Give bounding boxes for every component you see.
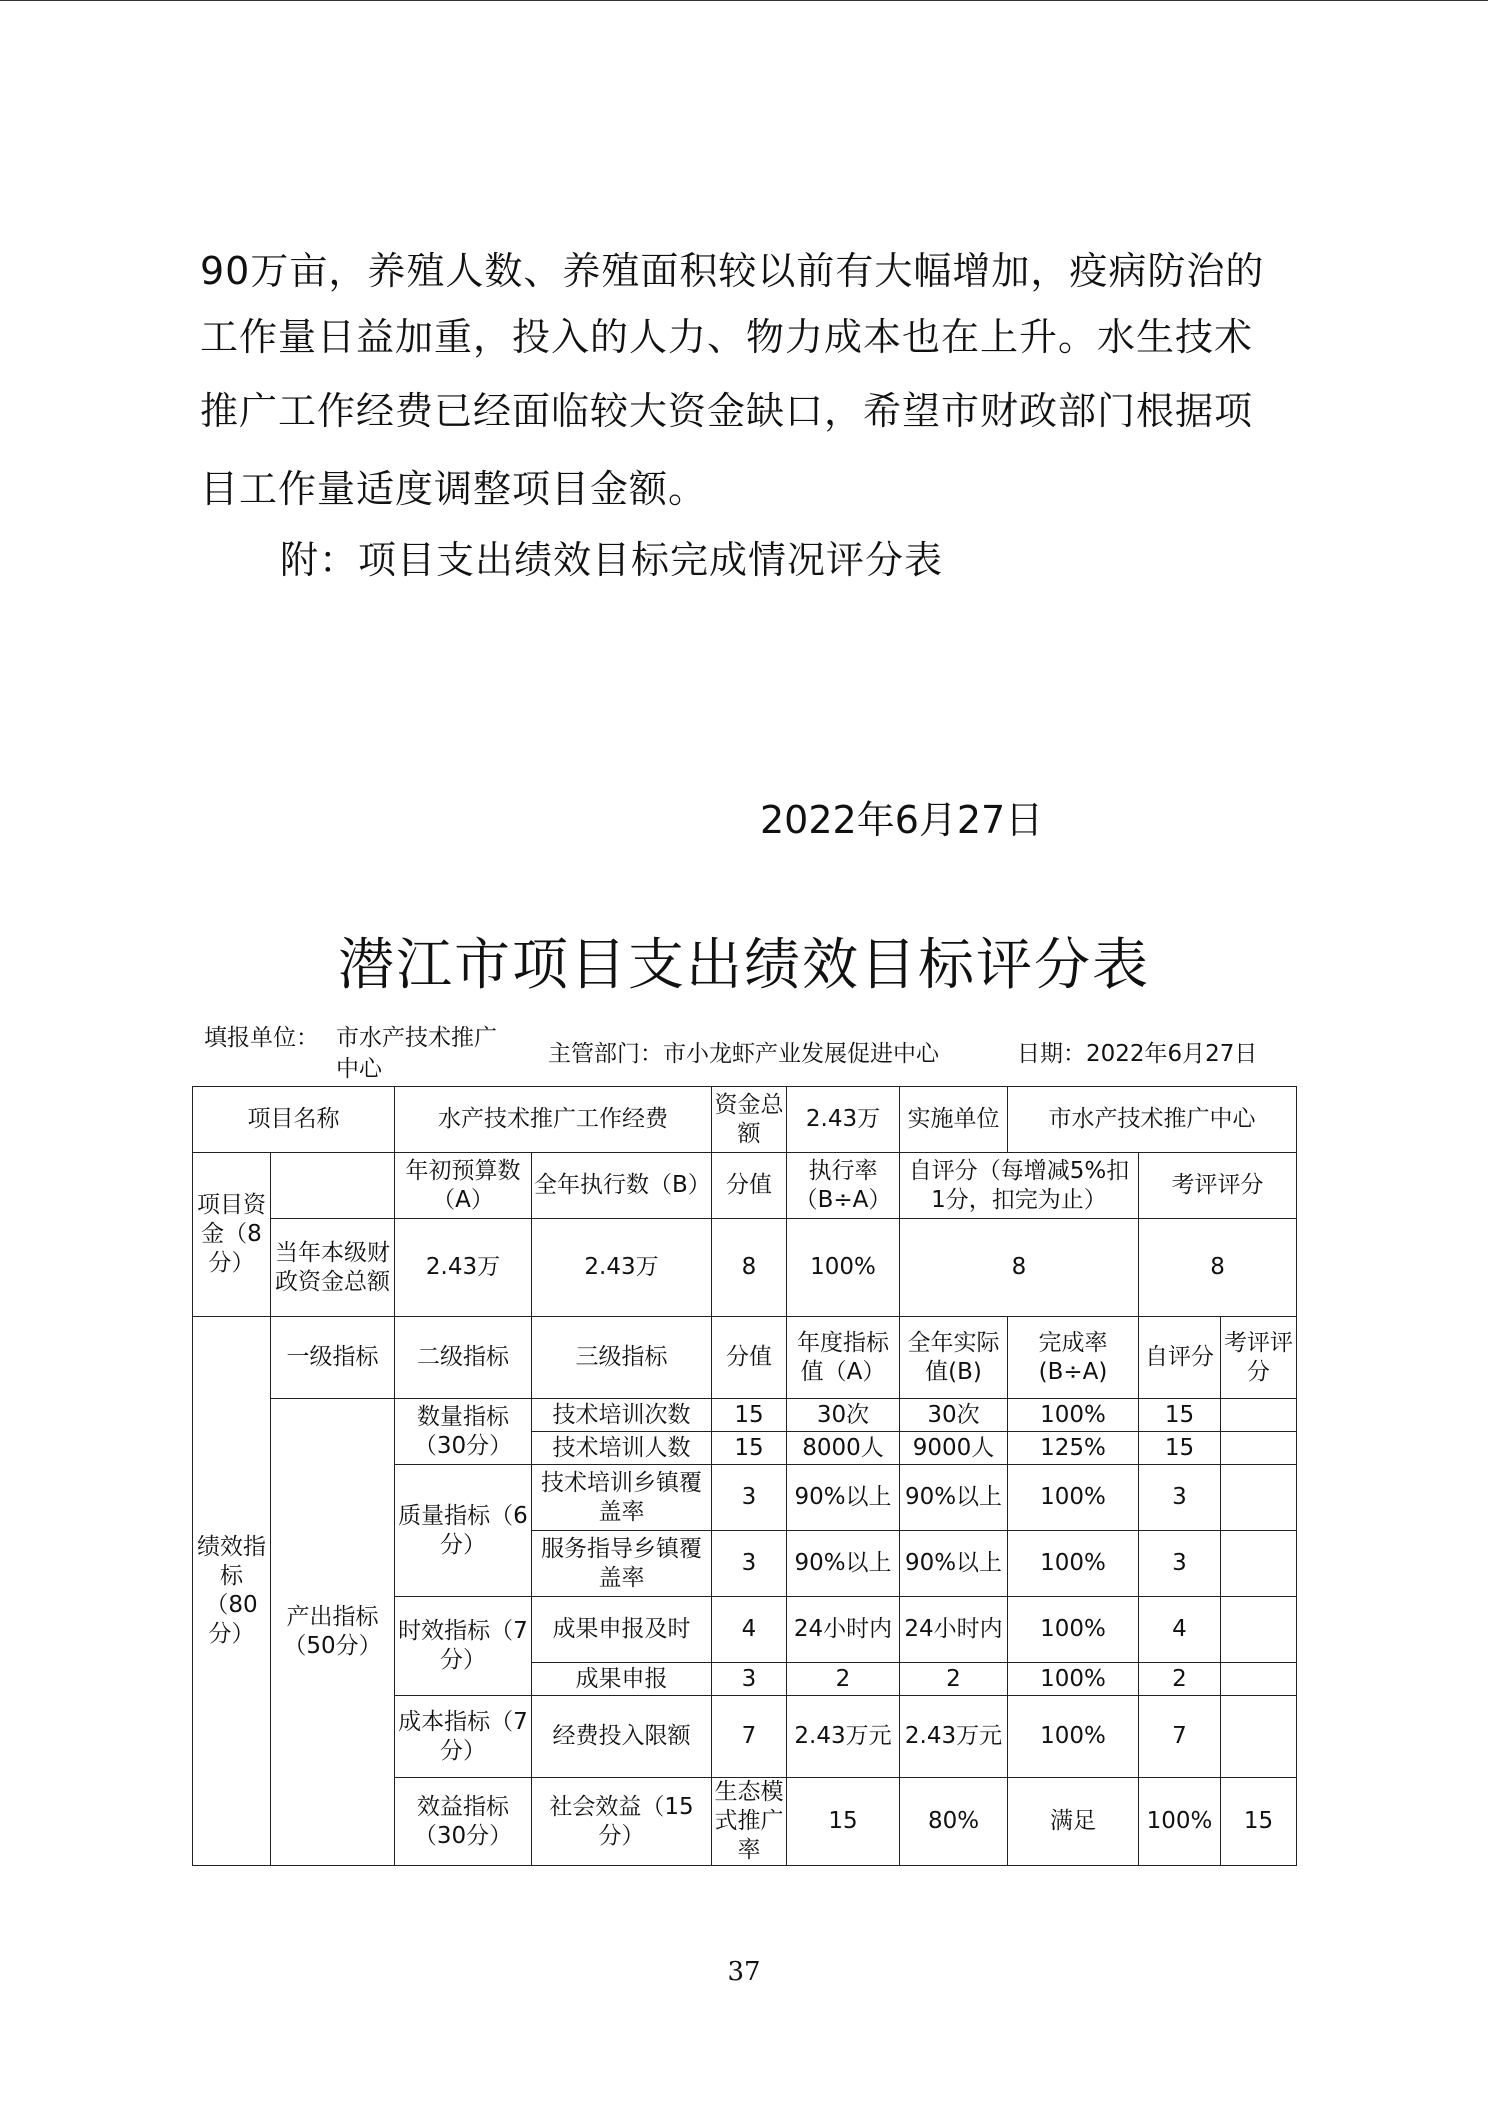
table-title: 潜江市项目支出绩效目标评分表 xyxy=(338,933,1150,998)
body-paragraph-line-4: 目工作量适度调整项目金额。 xyxy=(200,467,708,511)
annual-execution-header: 全年执行数（B） xyxy=(532,1153,712,1219)
review-score-header: 考评评分 xyxy=(1139,1153,1297,1219)
execution-rate-value: 100% xyxy=(787,1219,900,1317)
actual-value: 满足 xyxy=(1008,1778,1139,1866)
annual-target: 30次 xyxy=(787,1399,900,1432)
performance-indicators-label: 绩效指标（80分） xyxy=(193,1317,271,1866)
implementing-unit: 市水产技术推广中心 xyxy=(1008,1087,1297,1153)
score-value: 8 xyxy=(712,1219,787,1317)
review-score xyxy=(1221,1399,1297,1432)
self-score: 15 xyxy=(1221,1778,1297,1866)
benefit-indicators-label: 效益指标（30分） xyxy=(395,1778,532,1866)
indicator-score: 15 xyxy=(787,1778,900,1866)
cost-indicators-label: 成本指标（7分） xyxy=(395,1696,532,1778)
annual-target-header: 年度指标值（A） xyxy=(787,1317,900,1399)
completion-rate: 125% xyxy=(1008,1432,1139,1465)
actual-value: 90%以上 xyxy=(900,1531,1008,1597)
level3-indicator: 经费投入限额 xyxy=(532,1696,712,1778)
output-indicators-label: 产出指标（50分） xyxy=(271,1399,395,1866)
self-score: 4 xyxy=(1139,1597,1221,1663)
actual-value: 30次 xyxy=(900,1399,1008,1432)
fill-unit-line1: 市水产技术推广 xyxy=(336,1025,497,1051)
indicator-score: 3 xyxy=(712,1663,787,1696)
actual-value-header: 全年实际值(B) xyxy=(900,1317,1008,1399)
body-paragraph-line-3: 推广工作经费已经面临较大资金缺口，希望市财政部门根据项 xyxy=(200,389,1254,433)
level3-indicator: 技术培训乡镇覆盖率 xyxy=(532,1465,712,1531)
level3-indicator: 技术培训人数 xyxy=(532,1432,712,1465)
funds-header-row xyxy=(193,1153,1297,1219)
funds-value-row xyxy=(193,1219,1297,1317)
actual-value: 9000人 xyxy=(900,1432,1008,1465)
level3-indicator: 生态模式推广率 xyxy=(712,1778,787,1866)
execution-rate-header: 执行率（B÷A） xyxy=(787,1153,900,1219)
timeliness-indicators-label: 时效指标（7分） xyxy=(395,1597,532,1696)
fill-unit-line2: 中心 xyxy=(336,1056,382,1082)
self-score: 15 xyxy=(1139,1432,1221,1465)
social-benefit-label: 社会效益（15分） xyxy=(532,1778,712,1866)
self-score: 7 xyxy=(1139,1696,1221,1778)
self-score: 2 xyxy=(1139,1663,1221,1696)
self-score: 3 xyxy=(1139,1465,1221,1531)
actual-value: 2.43万元 xyxy=(900,1696,1008,1778)
annual-target: 24小时内 xyxy=(787,1597,900,1663)
quality-indicators-label: 质量指标（6分） xyxy=(395,1465,532,1597)
level3-indicator: 成果申报 xyxy=(532,1663,712,1696)
indicator-score: 3 xyxy=(712,1531,787,1597)
self-score: 3 xyxy=(1139,1531,1221,1597)
empty-cell xyxy=(271,1153,395,1219)
review-score xyxy=(1221,1465,1297,1531)
self-score: 15 xyxy=(1139,1399,1221,1432)
review-score xyxy=(1221,1597,1297,1663)
score-header: 分值 xyxy=(712,1153,787,1219)
review-score xyxy=(1221,1531,1297,1597)
fiscal-funds-label: 当年本级财政资金总额 xyxy=(271,1219,395,1317)
self-score-header: 自评分（每增减5%扣1分，扣完为止） xyxy=(900,1153,1139,1219)
completion-rate: 100% xyxy=(1008,1696,1139,1778)
body-paragraph-line-1: 90万亩，养殖人数、养殖面积较以前有大幅增加，疫病防治的 xyxy=(200,249,1265,293)
project-info-row xyxy=(193,1087,1297,1153)
review-score xyxy=(1221,1696,1297,1778)
fill-unit-label: 填报单位： xyxy=(204,1025,319,1051)
implementing-unit-label: 实施单位 xyxy=(900,1087,1008,1153)
page-top-border xyxy=(0,0,1488,1)
quantity-indicators-label: 数量指标（30分） xyxy=(395,1399,532,1465)
initial-budget-value: 2.43万 xyxy=(395,1219,532,1317)
review-score-value: 8 xyxy=(1139,1219,1297,1317)
supervising-department: 主管部门：市小龙虾产业发展促进中心 xyxy=(548,1041,939,1067)
annual-target: 8000人 xyxy=(787,1432,900,1465)
project-name-label: 项目名称 xyxy=(193,1087,395,1153)
total-funds-label: 资金总额 xyxy=(712,1087,787,1153)
indicator-score: 7 xyxy=(712,1696,787,1778)
body-paragraph-line-2: 工作量日益加重，投入的人力、物力成本也在上升。水生技术 xyxy=(200,315,1254,359)
project-name: 水产技术推广工作经费 xyxy=(395,1087,712,1153)
actual-value: 2 xyxy=(900,1663,1008,1696)
completion-rate: 100% xyxy=(1008,1531,1139,1597)
completion-rate-header: 完成率(B÷A) xyxy=(1008,1317,1139,1399)
initial-budget-header: 年初预算数（A） xyxy=(395,1153,532,1219)
completion-rate: 100% xyxy=(1008,1465,1139,1531)
table-date: 日期：2022年6月27日 xyxy=(1017,1041,1258,1067)
completion-rate: 100% xyxy=(1008,1597,1139,1663)
level1-header: 一级指标 xyxy=(271,1317,395,1399)
annual-target: 90%以上 xyxy=(787,1531,900,1597)
completion-rate: 100% xyxy=(1139,1778,1221,1866)
attachment-note: 附：项目支出绩效目标完成情况评分表 xyxy=(280,538,944,582)
level3-header: 三级指标 xyxy=(532,1317,712,1399)
level3-indicator: 技术培训次数 xyxy=(532,1399,712,1432)
annual-target: 90%以上 xyxy=(787,1465,900,1531)
indicator-score-header: 分值 xyxy=(712,1317,787,1399)
actual-value: 24小时内 xyxy=(900,1597,1008,1663)
annual-target: 2.43万元 xyxy=(787,1696,900,1778)
page-number: 37 xyxy=(727,1957,761,1987)
indicator-score: 3 xyxy=(712,1465,787,1531)
review-score xyxy=(1221,1432,1297,1465)
indicator-review-score-header: 考评评分 xyxy=(1221,1317,1297,1399)
level2-header: 二级指标 xyxy=(395,1317,532,1399)
annual-execution-value: 2.43万 xyxy=(532,1219,712,1317)
indicator-score: 15 xyxy=(712,1432,787,1465)
indicator-header-row xyxy=(193,1317,1297,1399)
annual-target: 2 xyxy=(787,1663,900,1696)
total-funds: 2.43万 xyxy=(787,1087,900,1153)
project-funds-label: 项目资金（8分） xyxy=(193,1153,271,1317)
performance-score-table xyxy=(192,1086,1297,1866)
review-score xyxy=(1221,1663,1297,1696)
level3-indicator: 成果申报及时 xyxy=(532,1597,712,1663)
signature-date: 2022年6月27日 xyxy=(760,798,1044,842)
completion-rate: 100% xyxy=(1008,1663,1139,1696)
annual-target: 80% xyxy=(900,1778,1008,1866)
indicator-self-score-header: 自评分 xyxy=(1139,1317,1221,1399)
indicator-score: 15 xyxy=(712,1399,787,1432)
self-score-value: 8 xyxy=(900,1219,1139,1317)
table-row xyxy=(193,1399,1297,1432)
level3-indicator: 服务指导乡镇覆盖率 xyxy=(532,1531,712,1597)
actual-value: 90%以上 xyxy=(900,1465,1008,1531)
indicator-score: 4 xyxy=(712,1597,787,1663)
completion-rate: 100% xyxy=(1008,1399,1139,1432)
